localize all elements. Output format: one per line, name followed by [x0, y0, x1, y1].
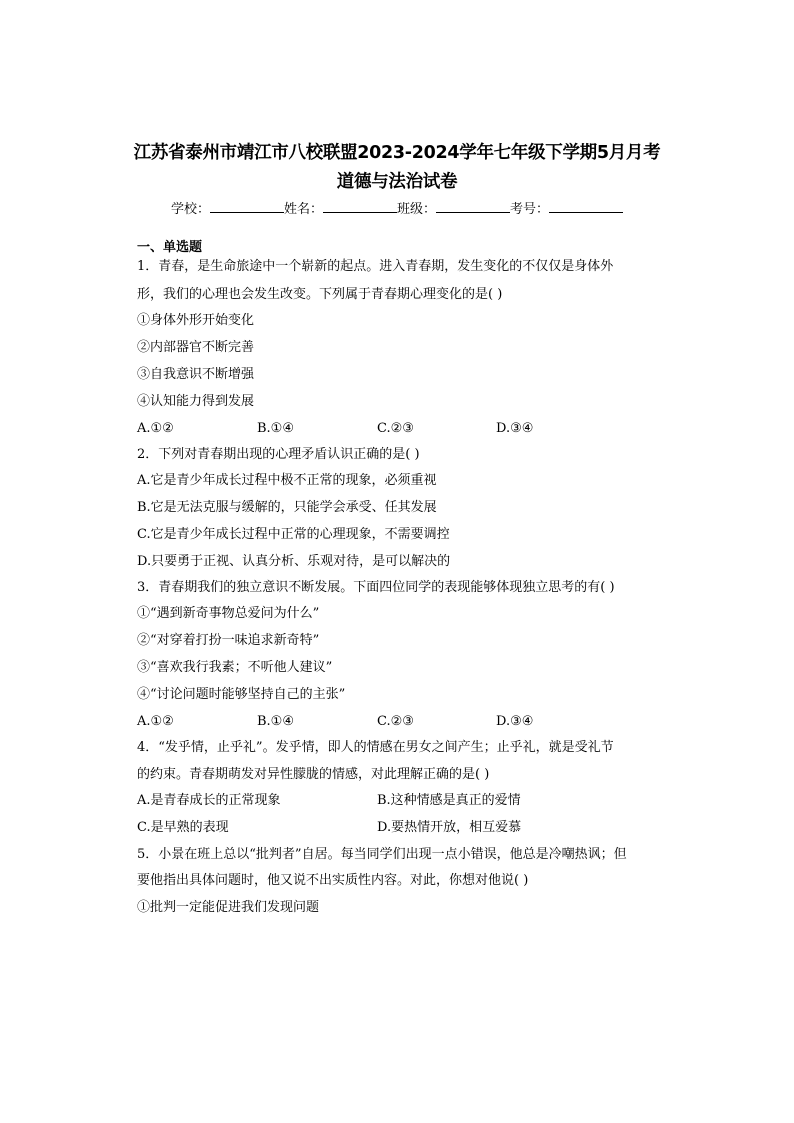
- q1-option-a: A.①②: [137, 421, 174, 436]
- q1-item: ①身体外形开始变化: [137, 313, 255, 328]
- q1-option-c: C.②③: [377, 421, 414, 436]
- q3-item: ③“喜欢我行我素；不听他人建议”: [137, 660, 333, 675]
- q3-option-b: B.①④: [257, 714, 294, 729]
- q5-item: ①批判一定能促进我们发现问题: [137, 900, 320, 915]
- section-title: 一、单选题: [137, 240, 203, 255]
- q3-option-a: A.①②: [137, 714, 174, 729]
- q3-option-d: D.③④: [496, 714, 534, 729]
- q3-item: ②“对穿着打扮一味追求新奇特”: [137, 633, 320, 648]
- q2-option-c: C.它是青少年成长过程中正常的心理现象，不需要调控: [137, 527, 450, 542]
- q1-item: ④认知能力得到发展: [137, 394, 255, 409]
- q3-item: ④“讨论问题时能够坚持自己的主张”: [137, 687, 346, 702]
- q1-option-b: B.①④: [257, 421, 294, 436]
- school-label: 学校：: [170, 202, 210, 217]
- q2-option-a: A.它是青少年成长过程中极不正常的现象，必须重视: [137, 473, 437, 488]
- name-blank: [323, 200, 397, 213]
- student-info-row: [0, 200, 794, 219]
- q1-stem-line-2: 形，我们的心理也会发生改变。下列属于青春期心理变化的是( ): [137, 287, 503, 302]
- q3-item: ①“遇到新奇事物总爱问为什么”: [137, 606, 320, 621]
- q4-option-b: B.这种情感是真正的爱情: [377, 793, 521, 808]
- q4-option-a: A.是青春成长的正常现象: [137, 793, 281, 808]
- q5-stem-line-2: 要他指出具体问题时，他又说不出实质性内容。对此，你想对他说( ): [137, 873, 529, 888]
- q1-item: ②内部器官不断完善: [137, 340, 255, 355]
- class-blank: [436, 200, 510, 213]
- class-label: 班级：: [397, 202, 437, 217]
- q4-stem-line-2: 的约束。青春期萌发对异性朦胧的情感，对此理解正确的是( ): [137, 767, 490, 782]
- school-blank: [210, 200, 284, 213]
- q2-option-d: D.只要勇于正视、认真分析、乐观对待，是可以解决的: [137, 554, 451, 569]
- q2-stem: 2．下列对青春期出现的心理矛盾认识正确的是( ): [137, 447, 420, 462]
- q3-option-c: C.②③: [377, 714, 414, 729]
- q4-stem-line-1: 4．“发乎情，止乎礼”。发乎情，即人的情感在男女之间产生；止乎礼，就是受礼节: [137, 740, 614, 755]
- exam-title-line-1: 江苏省泰州市靖江市八校联盟2023-2024学年七年级下学期5月月考: [133, 143, 661, 163]
- q4-option-c: C.是早熟的表现: [137, 820, 229, 835]
- q5-stem-line-1: 5．小景在班上总以“批判者”自居。每当同学们出现一点小错误，他总是冷嘲热讽；但: [137, 847, 627, 862]
- name-label: 姓名：: [283, 202, 323, 217]
- exam-no-label: 考号：: [510, 202, 550, 217]
- q3-stem: 3．青春期我们的独立意识不断发展。下面四位同学的表现能够体现独立思考的有( ): [137, 580, 615, 595]
- exam-no-blank: [549, 200, 623, 213]
- q4-option-d: D.要热情开放，相互爱慕: [377, 820, 522, 835]
- q1-option-d: D.③④: [496, 421, 534, 436]
- q1-stem-line-1: 1．青春，是生命旅途中一个崭新的起点。进入青春期，发生变化的不仅仅是身体外: [137, 259, 614, 274]
- exam-title-line-2: 道德与法治试卷: [336, 172, 458, 192]
- q1-item: ③自我意识不断增强: [137, 367, 255, 382]
- q2-option-b: B.它是无法克服与缓解的，只能学会承受、任其发展: [137, 500, 437, 515]
